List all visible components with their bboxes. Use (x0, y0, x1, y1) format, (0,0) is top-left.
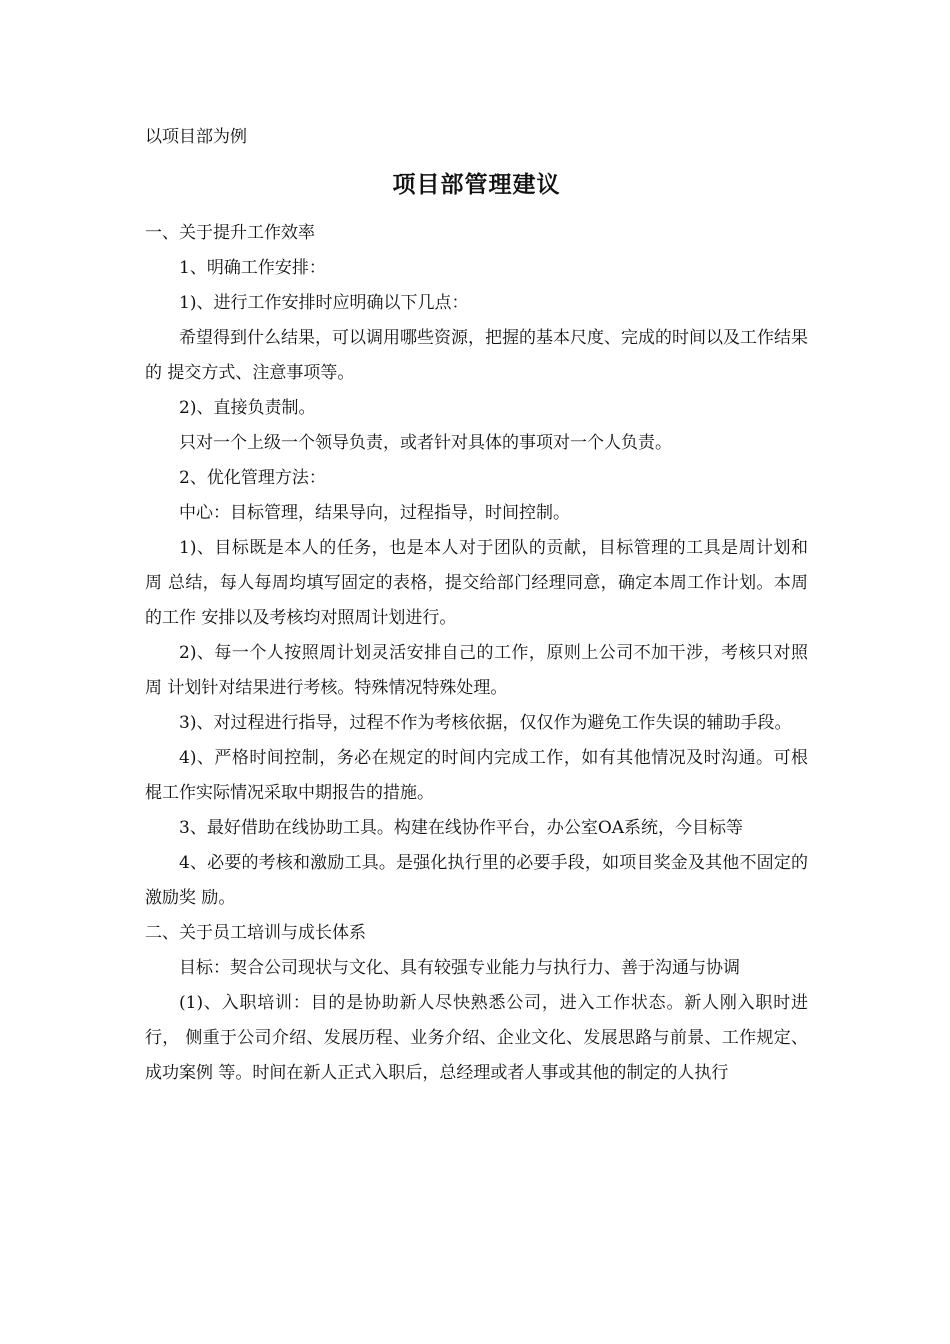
paragraph: 1)、进行工作安排时应明确以下几点： (179, 293, 469, 313)
paragraph: 1、明确工作安排： (179, 258, 326, 278)
paragraph: 3)、对过程进行指导，过程不作为考核依据，仅仅作为避免工作失误的辅助手段。 (179, 713, 792, 733)
paragraph: 1)、目标既是本人的任务，也是本人对于团队的贡献，目标管理的工具是周计划和周 总结，每人每周均填写固定的表格，提交给部门经理同意，确定本周工作计划。本周的工作 安排以及考核均对照周计划进行。 (145, 538, 808, 628)
paragraph: 希望得到什么结果，可以调用哪些资源，把握的基本尺度、完成的时间以及工作结果的 提交方式、注意事项等。 (145, 328, 808, 383)
document-title: 项目部管理建议 (392, 171, 561, 198)
section-heading-efficiency: 一、关于提升工作效率 (145, 223, 315, 243)
paragraph: 只对一个上级一个领导负责，或者针对具体的事项对一个人负责。 (179, 433, 672, 453)
paragraph: 4)、严格时间控制，务必在规定的时间内完成工作，如有其他情况及时沟通。可根棍工作实际情况采取中期报告的措施。 (145, 748, 808, 803)
document-body (145, 120, 808, 1091)
paragraph: (1)、入职培训：目的是协助新人尽快熟悉公司，进入工作状态。新人刚入职时进行， 侧重于公司介绍、发展历程、业务介绍、企业文化、发展思路与前景、工作规定、成功案例 等。时间在新人正式入职后，总经理或者人事或其他的制定的人执行 (145, 993, 808, 1083)
paragraph: 4、必要的考核和激励工具。是强化执行里的必要手段，如项目奖金及其他不固定的激励奖 励。 (145, 853, 808, 908)
pre-title: 以项目部为例 (145, 127, 247, 147)
paragraph: 2)、直接负责制。 (179, 398, 316, 418)
paragraph: 目标：契合公司现状与文化、具有较强专业能力与执行力、善于沟通与协调 (179, 958, 740, 978)
paragraph: 2、优化管理方法： (179, 468, 326, 488)
paragraph: 2)、每一个人按照周计划灵活安排自己的工作，原则上公司不加干涉，考核只对照周 计划针对结果进行考核。特殊情况特殊处理。 (145, 643, 808, 698)
section-heading-training: 二、关于员工培训与成长体系 (145, 923, 366, 943)
paragraph: 中心：目标管理，结果导向，过程指导，时间控制。 (179, 503, 570, 523)
paragraph: 3、最好借助在线协助工具。构建在线协作平台，办公室OA系统，今目标等 (179, 818, 744, 838)
